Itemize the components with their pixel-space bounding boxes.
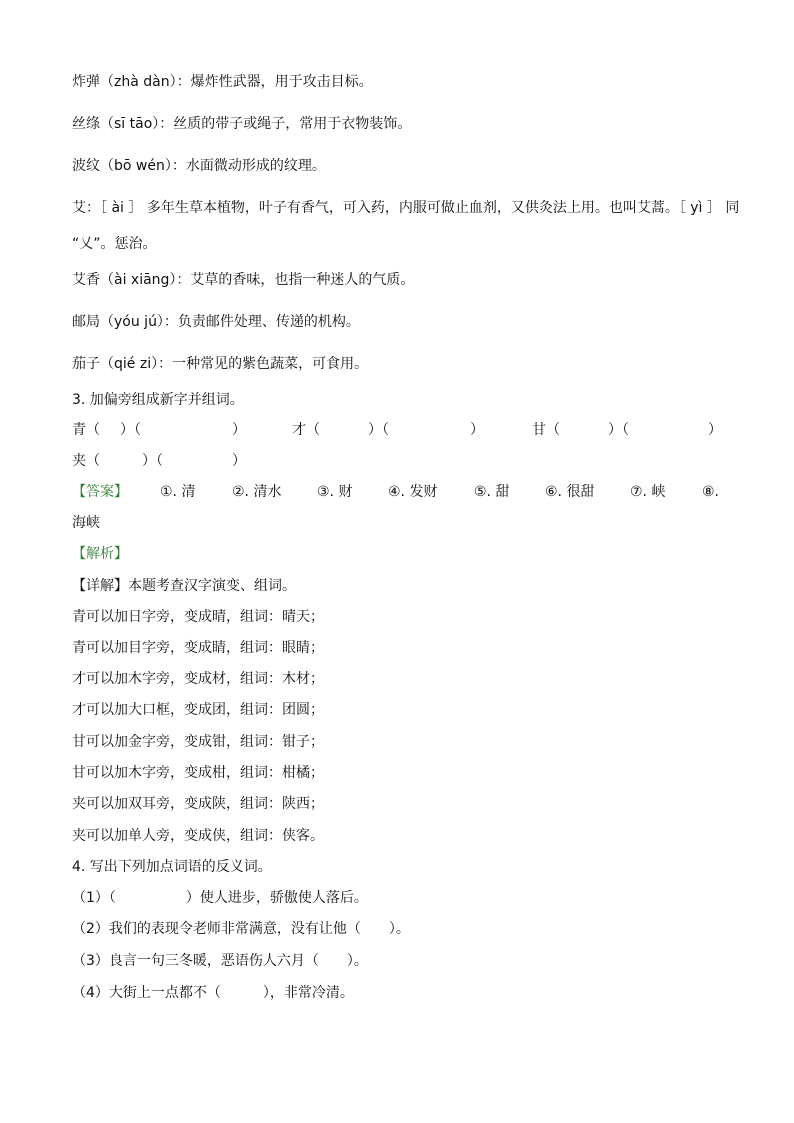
answer-item-5: ⑤. 甜	[474, 484, 510, 500]
question-4-title: 4. 写出下列加点词语的反义词。	[72, 859, 272, 875]
answer-item-6: ⑥. 很甜	[545, 484, 595, 500]
blank-gan-close: ）	[708, 422, 722, 438]
analysis-detail	[72, 576, 296, 596]
definition-zhadan: 炸弹（zhà dàn）：爆炸性武器，用于攻击目标。	[72, 74, 373, 90]
definition-ai: 艾：［ ài ］ 多年生草本植物，叶子有香气，可入药，内服可做止血剂，又供灸法上用。也叫艾蒿。［ yì ］ 同	[72, 200, 740, 216]
blank-qing-open: 青（	[72, 422, 100, 438]
blank-jia-mid: ）（	[142, 453, 163, 469]
blank-jia-open: 夹（	[72, 453, 100, 469]
analysis-label: 【解析】	[72, 546, 128, 562]
answer-label: 【答案】	[72, 484, 128, 500]
definition-aixiang: 艾香（ài xiāng）：艾草的香味，也指一种迷人的气质。	[72, 272, 415, 288]
blank-qing-close: ）	[232, 422, 246, 438]
question-4-item-2: （2）我们的表现令老师非常满意，没有让他（ ）。	[72, 921, 410, 937]
detail-label: 【详解】	[72, 578, 128, 594]
answer-item-3: ③. 财	[317, 484, 353, 500]
answer-item-2: ②. 清水	[232, 484, 282, 500]
definition-bowen: 波纹（bō wén）：水面微动形成的纹理。	[72, 158, 326, 174]
analysis-line-6: 甘可以加木字旁，变成柑，组词：柑橘；	[72, 765, 324, 781]
answer-item-7: ⑦. 峡	[630, 484, 666, 500]
analysis-line-5: 甘可以加金字旁，变成钳，组词：钳子；	[72, 734, 324, 750]
blank-qing-mid: ）（	[120, 422, 141, 438]
question-4-item-1: （1）（ ）使人进步，骄傲使人落后。	[72, 890, 368, 906]
analysis-line-3: 才可以加木字旁，变成材，组词：木材；	[72, 671, 324, 687]
definition-ai-continued: “乂”。惩治。	[72, 236, 157, 252]
blank-jia-close: ）	[232, 453, 246, 469]
question-3-title: 3. 加偏旁组成新字并组词。	[72, 392, 244, 408]
analysis-line-4: 才可以加大口框，变成团，组词：团圆；	[72, 702, 324, 718]
question-4-item-3: （3）良言一句三冬暖，恶语伤人六月（ ）。	[72, 953, 368, 969]
blank-cai-mid: ）（	[368, 422, 389, 438]
blank-cai-open: 才（	[292, 422, 320, 438]
question-4-item-4: （4）大街上一点都不（ ），非常冷清。	[72, 985, 354, 1001]
blank-gan-mid: ）（	[608, 422, 629, 438]
detail-text: 本题考查汉字演变、组词。	[128, 578, 296, 594]
analysis-line-7: 夹可以加双耳旁，变成陕，组词：陕西；	[72, 796, 324, 812]
answer-item-4: ④. 发财	[388, 484, 438, 500]
answer-wrap: 海峡	[72, 515, 100, 531]
analysis-line-1: 青可以加日字旁，变成晴，组词：晴天；	[72, 609, 324, 625]
blank-cai-close: ）	[470, 422, 484, 438]
analysis-line-2: 青可以加目字旁，变成睛，组词：眼睛；	[72, 640, 324, 656]
answer-item-1: ①. 清	[160, 484, 196, 500]
definition-sitao: 丝绦（sī tāo）：丝质的带子或绳子，常用于衣物装饰。	[72, 116, 412, 132]
definition-qiezi: 茄子（qié zi）：一种常见的紫色蔬菜，可食用。	[72, 356, 369, 372]
analysis-line-8: 夹可以加单人旁，变成侠，组词：侠客。	[72, 828, 324, 844]
answer-item-8: ⑧.	[702, 484, 720, 500]
blank-gan-open: 甘（	[532, 422, 560, 438]
definition-youju: 邮局（yóu jú）：负责邮件处理、传递的机构。	[72, 314, 360, 330]
